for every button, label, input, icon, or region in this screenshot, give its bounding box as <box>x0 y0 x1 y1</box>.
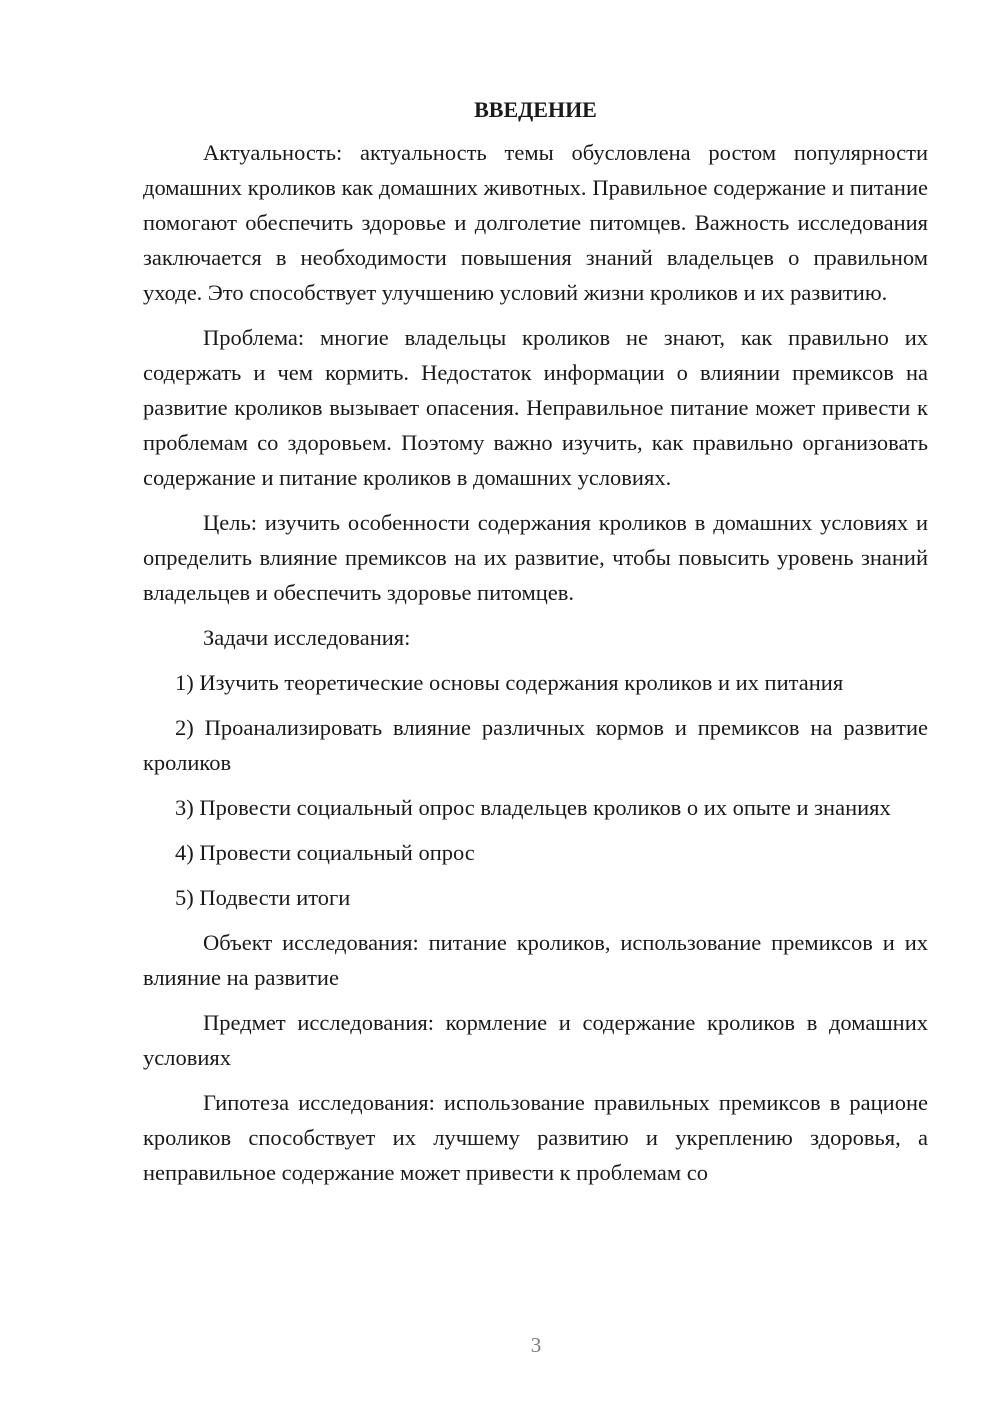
problem-paragraph: Проблема: многие владельцы кроликов не знают, как правильно их содержать и чем кормить. Недостаток информации о влиянии премиксов на развитие кроликов вызывает опасения. Неправильное питание может привести к проблемам со здоровьем. Поэтому важно изучить, как правильно организовать содержание и питание кроликов в домашних условиях. <box>143 325 928 490</box>
task-item: 1) Изучить теоретические основы содержания кроликов и их питания <box>175 670 844 695</box>
tasks-heading: Задачи исследования: <box>203 625 411 650</box>
goal-paragraph: Цель: изучить особенности содержания кроликов в домашних условиях и определить влияние премиксов на их развитие, чтобы повысить уровень знаний владельцев и обеспечить здоровье питомцев. <box>143 510 928 605</box>
subject-paragraph: Предмет исследования: кормление и содержание кроликов в домашних условиях <box>143 1010 928 1070</box>
object-paragraph: Объект исследования: питание кроликов, использование премиксов и их влияние на развитие <box>143 930 928 990</box>
page-title: ВВЕДЕНИЕ <box>474 97 597 122</box>
task-item: 3) Провести социальный опрос владельцев кроликов о их опыте и знаниях <box>175 795 891 820</box>
relevance-paragraph: Актуальность: актуальность темы обусловлена ростом популярности домашних кроликов как домашних животных. Правильное содержание и питание помогают обеспечить здоровье и долголетие питомцев. Важность исследования заключается в необходимости повышения знаний владельцев о правильном уходе. Это способствует улучшению условий жизни кроликов и их развитию. <box>143 140 928 305</box>
task-item: 2) Проанализировать влияние различных кормов и премиксов на развитие кроликов <box>143 715 928 775</box>
page-number: 3 <box>530 1333 542 1357</box>
task-item: 4) Провести социальный опрос <box>175 840 475 865</box>
task-item: 5) Подвести итоги <box>175 885 351 910</box>
hypothesis-paragraph: Гипотеза исследования: использование правильных премиксов в рационе кроликов способствует их лучшему развитию и укреплению здоровья, а неправильное содержание может привести к проблемам со <box>143 1090 928 1185</box>
